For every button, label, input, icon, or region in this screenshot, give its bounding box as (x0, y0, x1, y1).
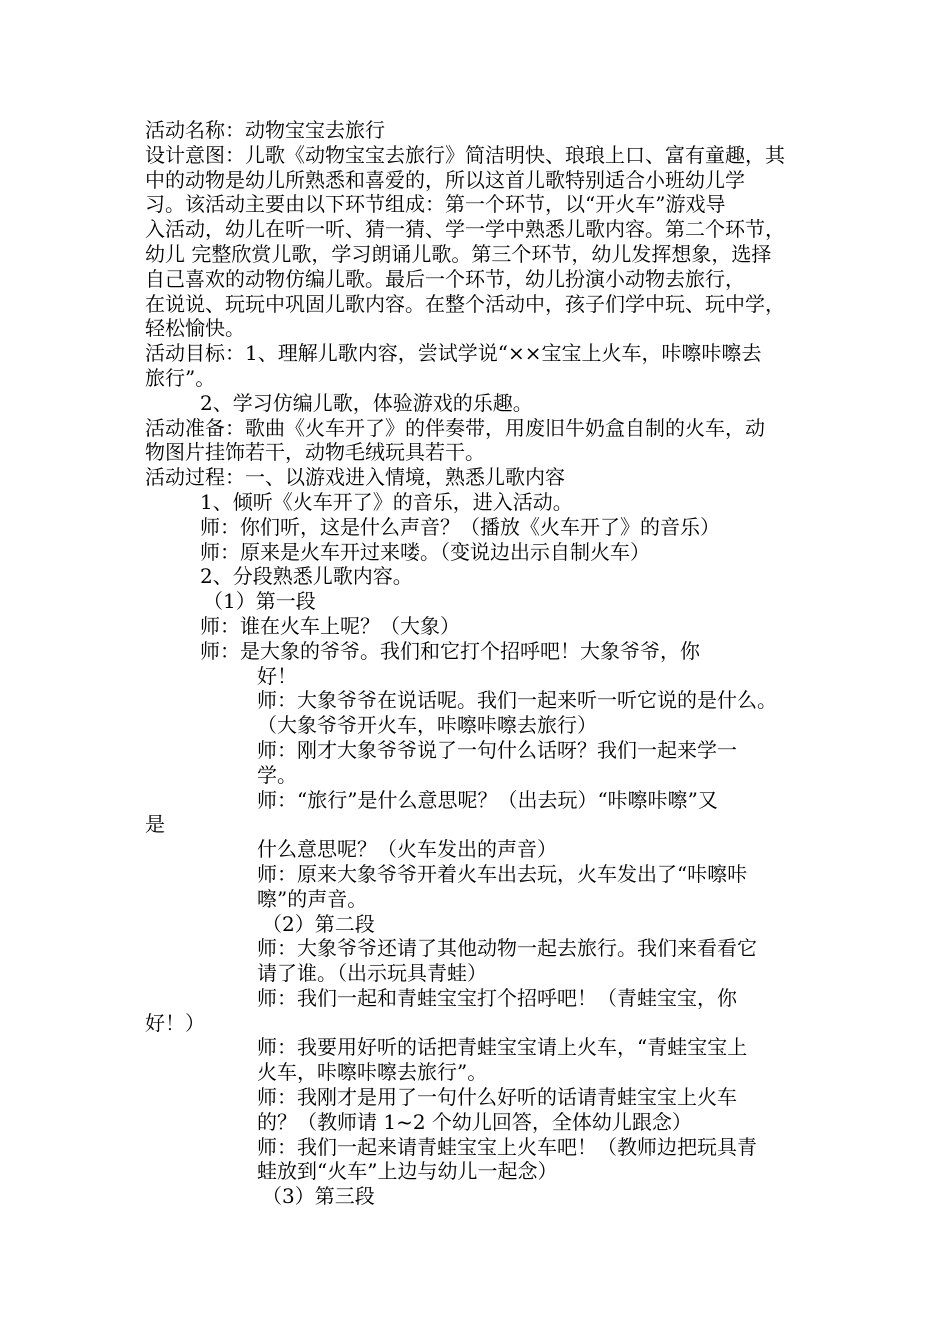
text-line: 师：原来大象爷爷开着火车出去玩，火车发出了“咔嚓咔 (257, 861, 748, 886)
text-line: 师：我们一起来请青蛙宝宝上火车吧！（教师边把玩具青 (257, 1134, 757, 1159)
text-line: 火车，咔嚓咔嚓去旅行”。 (257, 1060, 488, 1085)
text-line: 学。 (257, 762, 297, 787)
text-line: 师：谁在火车上呢？（大象） (200, 613, 460, 638)
text-line: 习。该活动主要由以下环节组成：第一个环节，以“开火车”游戏导 (145, 192, 726, 217)
text-line: 轻松愉快。 (145, 316, 245, 341)
activity-goal-line: 活动目标：1、理解儿歌内容，尝试学说“××宝宝上火车，咔嚓咔嚓去 (145, 341, 762, 366)
section-heading: （1）第一段 (203, 589, 316, 614)
text-line: 师：“旅行”是什么意思呢？（出去玩）“咔嚓咔嚓”又 (257, 787, 718, 812)
text-line: 蛙放到“火车”上边与幼儿一起念） (257, 1159, 558, 1184)
text-line: 请了谁。（出示玩具青蛙） (257, 961, 487, 986)
text-line: 自己喜欢的动物仿编儿歌。最后一个环节，幼儿扮演小动物去旅行， (145, 266, 745, 291)
design-intent-line: 设计意图：儿歌《动物宝宝去旅行》简洁明快、琅琅上口、富有童趣，其 (145, 142, 785, 167)
text-line: 2、学习仿编儿歌，体验游戏的乐趣。 (200, 390, 533, 415)
text-line: 师：我要用好听的话把青蛙宝宝请上火车，“青蛙宝宝上 (257, 1035, 748, 1060)
text-line: 物图片挂饰若干，动物毛绒玩具若干。 (145, 440, 485, 465)
text-line: 什么意思呢？（火车发出的声音） (257, 837, 557, 862)
activity-preparation-line: 活动准备：歌曲《火车开了》的伴奏带，用废旧牛奶盒自制的火车，动 (145, 415, 765, 440)
text-line: 2、分段熟悉儿歌内容。 (200, 564, 413, 589)
section-heading: （2）第二段 (262, 911, 375, 936)
text-line: 入活动，幼儿在听一听、猜一猜、学一学中熟悉儿歌内容。第二个环节， (145, 217, 785, 242)
text-line: 师：你们听，这是什么声音？（播放《火车开了》的音乐） (200, 514, 720, 539)
text-line: 是 (145, 812, 165, 837)
text-line: 师：大象爷爷还请了其他动物一起去旅行。我们来看看它 (257, 936, 757, 961)
text-line: 中的动物是幼儿所熟悉和喜爱的，所以这首儿歌特别适合小班幼儿学 (145, 167, 745, 192)
text-line: 在说说、玩玩中巩固儿歌内容。在整个活动中，孩子们学中玩、玩中学， (145, 291, 785, 316)
text-line: （大象爷爷开火车，咔嚓咔嚓去旅行） (257, 713, 597, 738)
lesson-plan-text (145, 118, 825, 1209)
text-line: 师：原来是火车开过来喽。（变说边出示自制火车） (200, 539, 650, 564)
text-line: 的？（教师请 1~2 个幼儿回答，全体幼儿跟念） (257, 1109, 692, 1134)
text-line: 好！ (257, 663, 297, 688)
text-line: 嚓”的声音。 (257, 886, 368, 911)
activity-process-line: 活动过程：一、以游戏进入情境，熟悉儿歌内容 (145, 465, 565, 490)
section-heading: （3）第三段 (262, 1184, 375, 1209)
activity-name-line: 活动名称：动物宝宝去旅行 (145, 118, 385, 142)
text-line: 师：我刚才是用了一句什么好听的话请青蛙宝宝上火车 (257, 1085, 737, 1110)
text-line: 师：刚才大象爷爷说了一句什么话呀？我们一起来学一 (257, 737, 737, 762)
text-line: 1、倾听《火车开了》的音乐，进入活动。 (200, 489, 573, 514)
text-line: 师：大象爷爷在说话呢。我们一起来听一听它说的是什么。 (257, 688, 777, 713)
text-line: 旅行”。 (145, 365, 216, 390)
text-line: 幼儿 完整欣赏儿歌，学习朗诵儿歌。第三个环节，幼儿发挥想象，选择 (145, 241, 772, 266)
text-line: 师：是大象的爷爷。我们和它打个招呼吧！大象爷爷，你 (200, 638, 700, 663)
text-line: 师：我们一起和青蛙宝宝打个招呼吧！（青蛙宝宝，你 (257, 985, 737, 1010)
text-line: 好！） (145, 1010, 205, 1035)
